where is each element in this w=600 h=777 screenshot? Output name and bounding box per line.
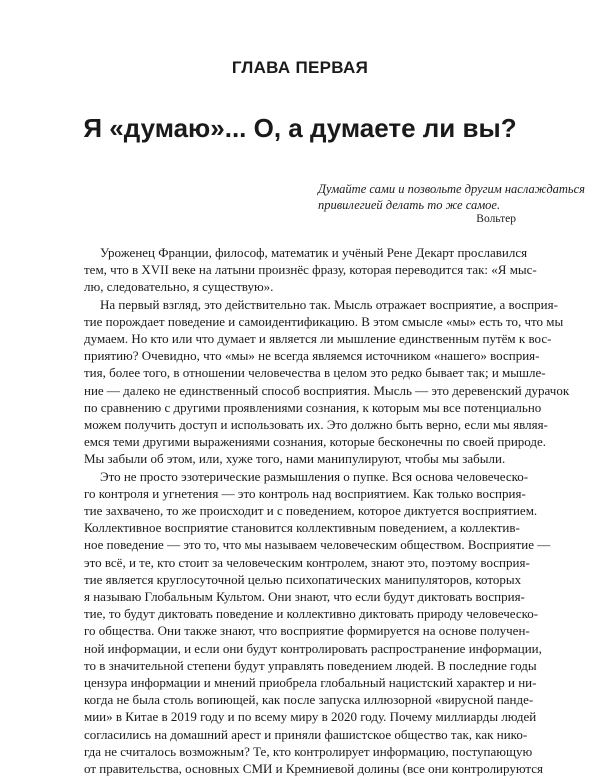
epigraph-author: Вольтер [476,213,516,225]
text-line: Мы забыли об этом, или, хуже того, нами манипулируют, чтобы мы забыли. [84,451,506,467]
text-line: то в значительной степени будут управлять поведением людей. В последние годы [84,657,537,673]
text-line: лю, следовательно, я существую». [84,279,274,295]
text-line: тие, то будут диктовать поведение и коллективно диктовать природу человеческо- [84,606,539,622]
text-line: мии» в Китае в 2019 году и по всему миру в 2020 году. Почему миллиарды людей [84,709,537,725]
text-line: ние — далеко не единственный способ восприятия. Мысль — это деревенский дурачок [84,382,570,398]
text-line: На первый взгляд, это действительно так. Мысль отражает восприятие, а восприя- [100,296,558,312]
text-line: тия, более того, в отношении человечества в целом это редко бывает так; и мышле- [84,365,546,381]
text-line: Это не просто эзотерические размышления о пупке. Вся основа человеческо- [100,468,529,484]
text-line: ной информации, и если они будут контролировать распространение информации, [84,640,542,656]
text-line: я называю Глобальным Культом. Они знают, что если будут диктовать восприя- [84,589,525,605]
text-line: емся теми другими выражениями сознания, которые бесконечны по своей природе. [84,434,547,450]
epigraph [318,182,585,213]
text-line: тие порождает поведение и самоидентификацию. В этом смысле «мы» есть то, что мы [84,313,564,329]
text-line: Уроженец Франции, философ, математик и учёный Рене Декарт прославился [100,245,528,260]
text-line: цензура информации и мнений приобрела глобальный нацистский характер и ни- [84,675,537,691]
text-line: думаем. Но кто или что думает и является ли мышление единственным путём к вос- [84,331,552,347]
text-line: ное поведение — это то, что мы называем человеческим обществом. Восприятие — [84,537,551,553]
text-line: от правительства, основных СМИ и Кремниевой долины (все они контролируются [84,761,543,777]
text-line: го контроля и угнетения — это контроль над восприятием. Как только восприя- [84,485,526,501]
body-text [84,244,570,777]
text-line: можем получить доступ и использовать их. Это должно быть верно, если мы являя- [84,417,548,433]
text-line: Коллективное восприятие становится коллективным поведением, а коллектив- [84,520,520,536]
chapter-label: ГЛАВА ПЕРВАЯ [231,58,369,77]
text-line: приятию? Очевидно, что «мы» не всегда являемся источником «нашего» восприя- [84,348,540,364]
chapter-title: Я «думаю»... О, а думаете ли вы? [83,113,517,143]
text-line: по сравнению с другими проявлениями сознания, к которым мы все потенциально [84,399,542,415]
epigraph-line: привилегией делать то же самое. [318,197,501,212]
text-line: когда не была столь вопиющей, как после запуска иллюзорной «вирусной панде- [84,692,534,708]
epigraph-line: Думайте сами и позвольте другим наслаждаться [318,182,585,196]
text-line: это всё, и те, кто стоит за человеческим контролем, знают это, поэтому восприя- [84,554,530,570]
text-line: согласились на домашний арест и приняли фашистское общество так, как нико- [84,726,528,742]
text-line: тие захвачено, то же происходит и с поведением, которое диктуется восприятием. [84,503,538,519]
paragraph [84,468,551,777]
text-line: гда не считалось возможным? Те, кто контролирует информацию, поступающую [84,743,533,759]
text-line: тем, что в XVII веке на латыни произнёс фразу, которая переводится так: «Я мыс- [84,262,537,278]
text-line: го общества. Они также знают, что восприятие формируется на основе получен- [84,623,530,639]
text-line: тие является круглосуточной целью психопатических манипуляторов, которых [84,571,522,587]
paragraph [84,244,537,296]
paragraph [84,296,570,468]
